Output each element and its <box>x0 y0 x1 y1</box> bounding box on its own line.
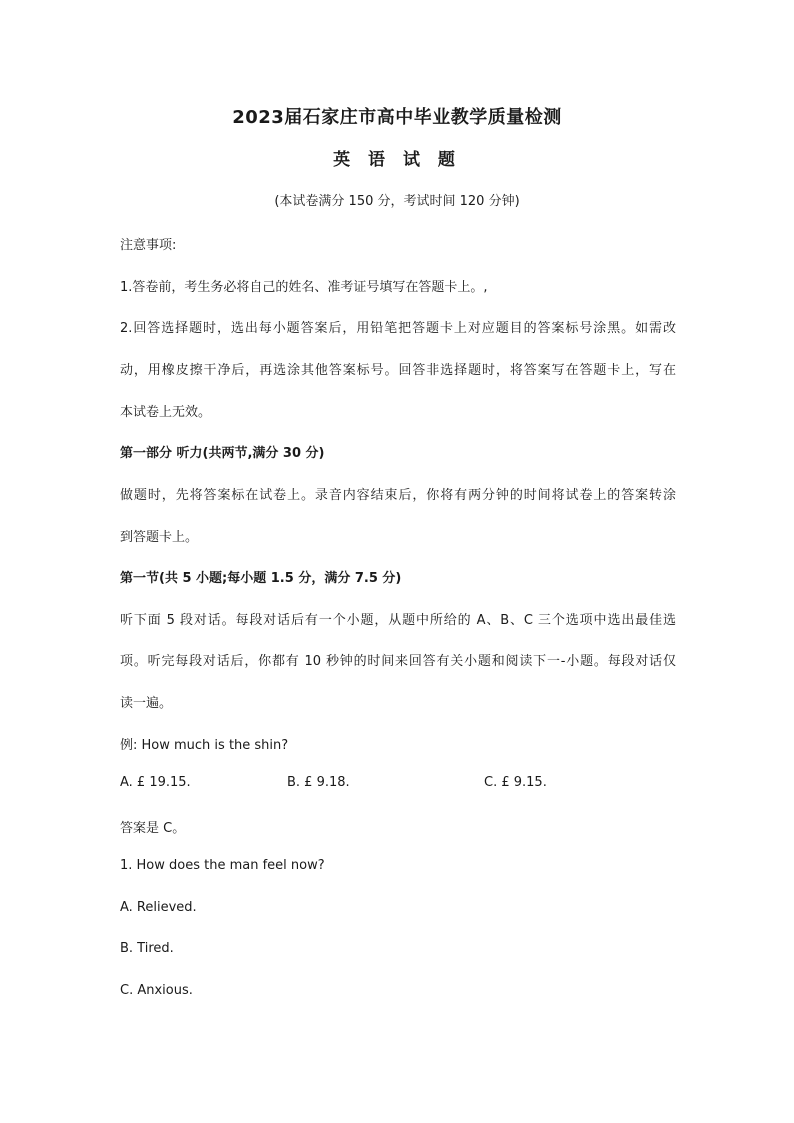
notes-heading: 注意事项: <box>120 238 177 253</box>
example-option-a: A. £ 19.15. <box>120 775 191 790</box>
section1-heading: 第一节(共 5 小题;每小题 1.5 分，满分 7.5 分) <box>120 571 402 586</box>
notes-item-1: 1.答卷前，考生务必将自己的姓名、准考证号填写在答题卡上。, <box>120 280 488 295</box>
section1-instruction-line-1: 听下面 5 段对话。每段对话后有一个小题，从题中所给的 A、B、C 三个选项中选出最佳选 <box>120 613 676 628</box>
example-option-b: B. £ 9.18. <box>287 775 350 790</box>
exam-title: 2023届石家庄市高中毕业教学质量检测 <box>232 107 562 128</box>
exam-meta: (本试卷满分 150 分，考试时间 120 分钟) <box>274 194 520 209</box>
q1-option-b: B. Tired. <box>120 941 174 956</box>
section1-instruction-line-3: 读一遍。 <box>120 696 173 711</box>
notes-item-2-line-1: 2.回答选择题时，选出每小题答案后，用铅笔把答题卡上对应题目的答案标号涂黑。如需改 <box>120 321 676 336</box>
q1-question: 1. How does the man feel now? <box>120 858 325 873</box>
example-answer: 答案是 C。 <box>120 821 186 836</box>
notes-item-2-line-3: 本试卷上无效。 <box>120 405 212 420</box>
q1-option-a: A. Relieved. <box>120 900 197 915</box>
example-option-c: C. £ 9.15. <box>484 775 547 790</box>
section1-instruction-line-2: 项。听完每段对话后，你都有 10 秒钟的时间来回答有关小题和阅读下一-小题。每段对话仅 <box>120 654 676 669</box>
part1-instruction-line-1: 做题时，先将答案标在试卷上。录音内容结束后，你将有两分钟的时间将试卷上的答案转涂 <box>120 488 676 503</box>
example-question: 例: How much is the shin? <box>120 738 289 753</box>
part1-heading: 第一部分 听力(共两节,满分 30 分) <box>120 446 325 461</box>
notes-item-2-line-2: 动，用橡皮擦干净后，再选涂其他答案标号。回答非选择题时，将答案写在答题卡上，写在 <box>120 363 676 378</box>
part1-instruction-line-2: 到答题卡上。 <box>120 530 199 545</box>
q1-option-c: C. Anxious. <box>120 983 193 998</box>
subject-title: 英 语 试 题 <box>333 150 461 170</box>
